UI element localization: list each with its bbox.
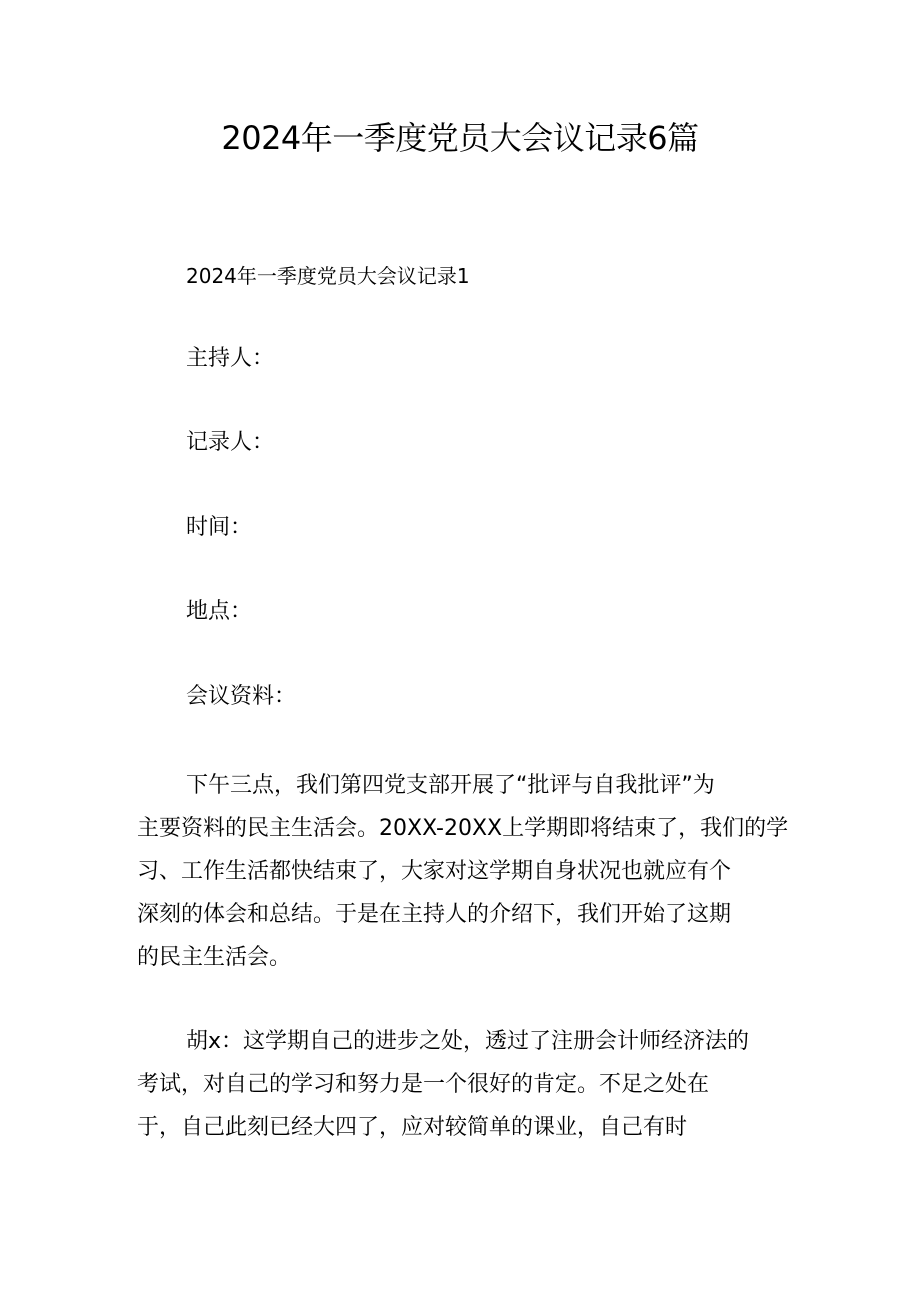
field-recorder-label: 记录人： bbox=[186, 430, 275, 455]
paragraph-line: 下午三点，我们第四党支部开展了“批评与自我批评”为 bbox=[186, 773, 715, 798]
paragraph-line: 主要资料的民主生活会。20XX-20XX上学期即将结束了，我们的学 bbox=[137, 816, 789, 841]
paragraph-line: 于，自己此刻已经大四了，应对较简单的课业，自己有时 bbox=[137, 1115, 688, 1140]
paragraph-meeting-intro bbox=[137, 764, 789, 979]
field-time-label: 时间： bbox=[186, 515, 253, 540]
document-title: 2024年一季度党员大会议记录6篇 bbox=[221, 119, 699, 157]
paragraph-line: 的民主生活会。 bbox=[137, 945, 292, 970]
paragraph-line: 考试，对自己的学习和努力是一个很好的肯定。不足之处在 bbox=[137, 1072, 710, 1097]
paragraph-line: 深刻的体会和总结。于是在主持人的介绍下，我们开始了这期 bbox=[137, 902, 732, 927]
field-materials-label: 会议资料： bbox=[186, 684, 297, 709]
paragraph-speaker-hu bbox=[137, 1020, 777, 1149]
paragraph-line: 胡x：这学期自己的进步之处，透过了注册会计师经济法的 bbox=[186, 1029, 750, 1054]
paragraph-line: 习、工作生活都快结束了，大家对这学期自身状况也就应有个 bbox=[137, 859, 732, 884]
section-heading: 2024年一季度党员大会议记录1 bbox=[186, 264, 470, 288]
field-host-label: 主持人： bbox=[186, 346, 275, 371]
field-location-label: 地点： bbox=[186, 599, 253, 624]
